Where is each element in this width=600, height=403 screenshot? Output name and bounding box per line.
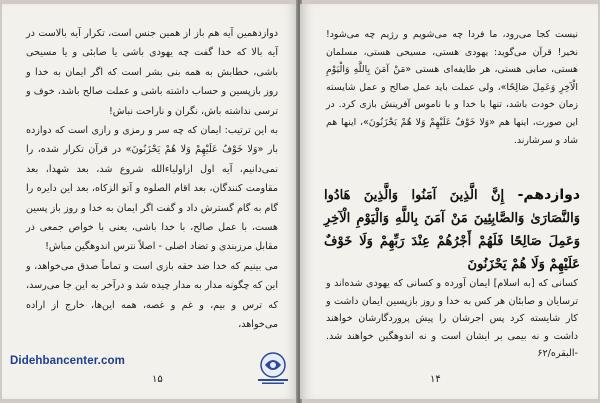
verse-translation: کسانی که [به اسلام] ایمان آورده و کسانی که یهودی شده‌اند و ترسایان و صابئان هر کس به خدا و روز بازپسین ایمان داشت و کار شایسته کرد پس اجرشان را پیش پروردگارشان خواهند داشت و نه بیمی بر ایشان است و نه اندوهگین خواهند شد. (326, 278, 578, 342)
verse-reference: -البقره/۶۲ (537, 348, 578, 360)
verse-translation-block (326, 275, 578, 363)
right-page-number: ۱۴ (430, 374, 441, 385)
right-paragraph-1: نیست کجا می‌رود، ما فردا چه می‌شویم و رژیم چه می‌شود! نخیر! قرآن می‌گوید: یهودی هستی، مسیحی هستی، مسلمان هستی، صابی هستی، هر طایفه‌ای هستی «مَنْ آمَنَ بِاللَّهِ وَالْيَوْمِ الْآخِرِ وَعَمِلَ صَالِحًا»، ولی عملت باید عمل صالح و عمل شایسته زمان خودت باشد، تنها با خدا و با ناموس آفرینش بازی کرد. در این صورت، اینها هم «وَلا خَوْفٌ عَلَيْهِمْ وَلا هُمْ يَحْزَنُونَ»، اینها هم شاد و سرشارند. (326, 29, 578, 146)
left-page-body (26, 24, 278, 335)
site-watermark: Didehbancenter.com (10, 355, 125, 367)
verse-block (324, 184, 580, 276)
left-paragraph-3: می بینیم که خدا ضد حقه بازی است و تماماً صدق می‌خواهد، و این که چگونه مدار به مدار چیده شد و درآخر به این جا می‌رسد، که ترس و بیم، و غم و غصه، همه این‌ها، خارج از اراده می‌خواهد، (26, 260, 278, 331)
left-paragraph-2: به این ترتیب: ایمان که چه سر و رمزی و رازی است که دوازده بار «وَلا خَوْفٌ عَلَيْهِمْ وَلا هُمْ يَحْزَنُونَ» در قرآن تکرار شده، را نمی‌دانیم، آیه اول ازاولیاءالله شروع شد، بعد شهدا، بعد مقاومت کنندگان، بعد اقام الصلوه و آتو الزکاه، بعد این دایره را گام به گام گسترش داد و گفت اگر ایمان به خدا و روز باز پسین هست، با عمل صالح، با خدا باشی، یعنی با خواص جمعی در مقابل مرزبندی و تضاد اصلی - اصلاً نترس اندوهگین مباش! (26, 125, 278, 253)
center-logo-icon (254, 350, 292, 386)
verse-text: إِنَّ الَّذِينَ آمَنُوا وَالَّذِينَ هَادُوا وَالنَّصَارَىٰ وَالصَّابِئِينَ مَنْ آمَنَ بِاللَّهِ وَالْيَوْمِ الْآخِرِ وَعَمِلَ صَالِحًا فَلَهُمْ أَجْرُهُمْ عِنْدَ رَبِّهِمْ وَلَا خَوْفٌ عَلَيْهِمْ وَلَا هُمْ يَحْزَنُونَ (324, 188, 580, 272)
left-paragraph-1: دوازدهمین آیه هم باز از همین جنس است، تکرار آیه بالاست در آیه بالا که خدا گفت چه یهودی باشی یا صابئی و یا مسیحی باشی، خطابش به همه بنی بشر است که اگر ایمان به خدا و روز بازپسین و حساب داشته باشی و عملت صالح باشد، خوف و ترسی نداشته باش، نگران و ناراحت نباش! (26, 28, 278, 117)
left-page (2, 4, 298, 399)
verse-heading: دوازدهم- (517, 187, 581, 203)
right-page (300, 4, 598, 399)
left-page-number: ۱۵ (152, 374, 163, 385)
